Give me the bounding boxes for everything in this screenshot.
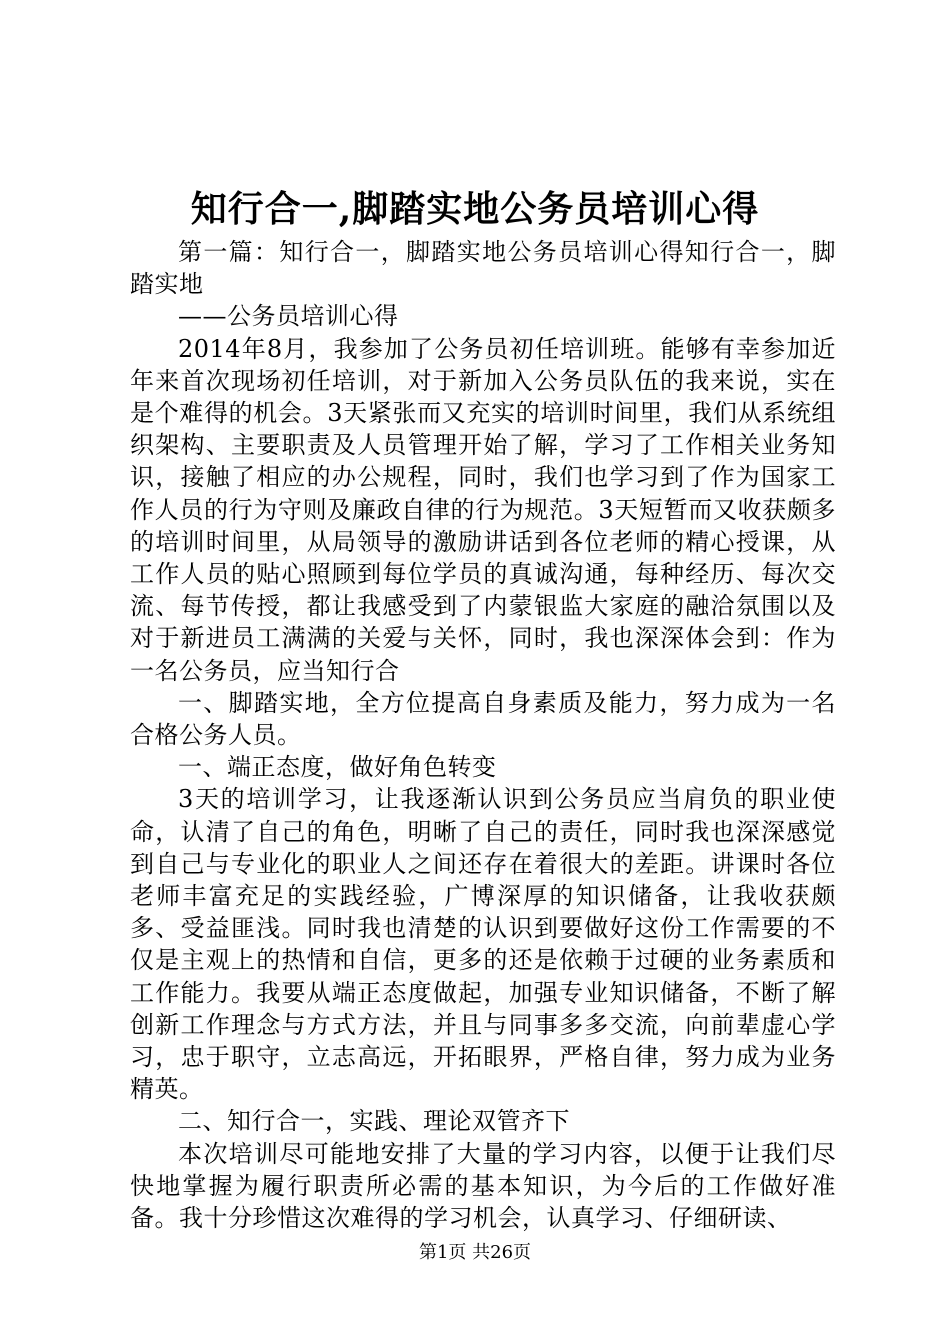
paragraph-3: 2014年8月，我参加了公务员初任培训班。能够有幸参加近年来首次现场初任培训，对于新加入公务员队伍的我来说，实在是个难得的机会。3天紧张而又充实的培训时间里，我们从系统组织架构、主要职责及人员管理开始了解，学习了工作相关业务知识，接触了相应的办公规程，同时，我们也学习到了作为国家工作人员的行为守则及廉政自律的行为规范。3天短暂而又收获颇多的培训时间里，从局领导的激励讲话到各位老师的精心授课，从工作人员的贴心照顾到每位学员的真诚沟通，每种经历、每次交流、每节传授，都让我感受到了内蒙银监大家庭的融洽氛围以及对于新进员工满满的关爱与关怀，同时，我也深深体会到：作为一名公务员，应当知行合 — [130, 334, 836, 685]
paragraph-4: 一、脚踏实地，全方位提高自身素质及能力，努力成为一名合格公务人员。 — [130, 688, 836, 750]
document-title: 知行合一,脚踏实地公务员培训心得 — [190, 188, 760, 230]
paragraph-6: 3天的培训学习，让我逐渐认识到公务员应当肩负的职业使命，认清了自己的角色，明晰了自己的责任，同时我也深深感觉到自己与专业化的职业人之间还存在着很大的差距。讲课时各位老师丰富充足的实践经验，广博深厚的知识储备，让我收获颇多、受益匪浅。同时我也清楚的认识到要做好这份工作需要的不仅是主观上的热情和自信，更多的还是依赖于过硬的业务素质和工作能力。我要从端正态度做起，加强专业知识储备，不断了解创新工作理念与方式方法，并且与同事多多交流，向前辈虚心学习，忠于职守，立志高远，开拓眼界，严格自律，努力成为业务精英。 — [130, 785, 836, 1104]
paragraph-1: 第一篇：知行合一，脚踏实地公务员培训心得知行合一，脚踏实地 — [130, 238, 836, 299]
document-body — [130, 236, 836, 1234]
section-heading-1: 一、端正态度，做好角色转变 — [178, 753, 497, 782]
paragraph-8: 本次培训尽可能地安排了大量的学习内容，以便于让我们尽快地掌握为履行职责所必需的基本知识，为今后的工作做好准备。我十分珍惜这次难得的学习机会，认真学习、仔细研读、 — [130, 1139, 836, 1233]
paragraph-2: ——公务员培训心得 — [178, 302, 399, 331]
section-heading-2: 二、知行合一，实践、理论双管齐下 — [178, 1107, 570, 1136]
page-number: 第1页 共26页 — [418, 1242, 532, 1263]
